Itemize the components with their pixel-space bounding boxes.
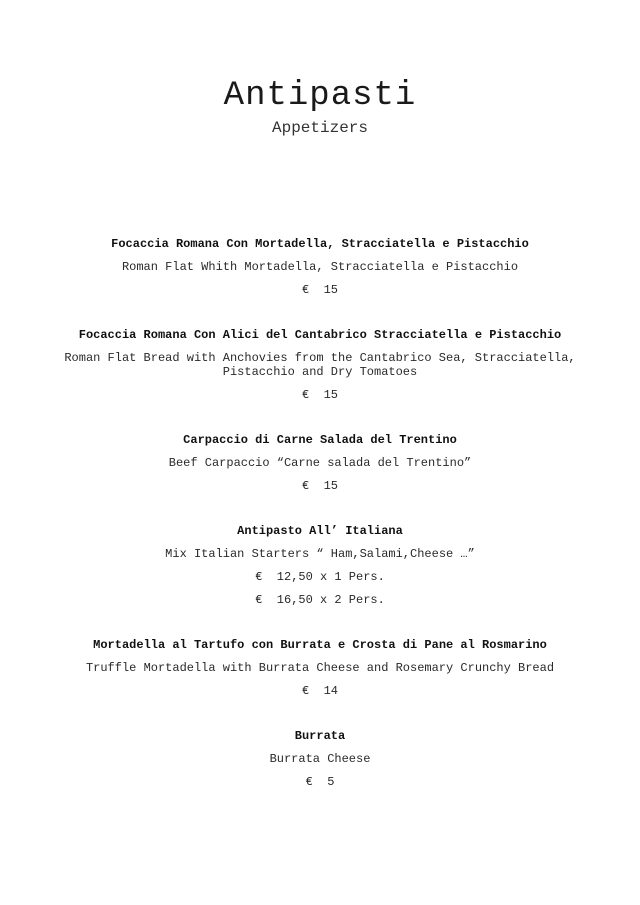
menu-item: [0, 237, 640, 297]
item-price: € 5: [305, 775, 335, 789]
item-price-double: € 16,50 x 2 Pers.: [255, 593, 385, 607]
item-description: Beef Carpaccio “Carne salada del Trentino”: [168, 456, 472, 470]
page-subtitle: Appetizers: [271, 119, 368, 137]
menu-header: [0, 76, 640, 138]
menu-item: [0, 433, 640, 493]
item-description: Roman Flat Bread with Anchovies from the Cantabrico Sea, Stracciatella, Pistacchio and Dry Tomatoes: [64, 351, 576, 379]
page-title: Antipasti: [223, 77, 417, 115]
item-price-single: € 12,50 x 1 Pers.: [255, 570, 385, 584]
item-price: € 14: [301, 684, 338, 698]
menu-item: [0, 729, 640, 789]
item-name: Carpaccio di Carne Salada del Trentino: [183, 433, 457, 447]
item-price: € 15: [301, 283, 338, 297]
item-price: € 15: [301, 388, 338, 402]
item-name: Burrata: [294, 729, 346, 743]
item-description: Roman Flat Whith Mortadella, Stracciatella e Pistacchio: [121, 260, 519, 274]
item-description: Truffle Mortadella with Burrata Cheese and Rosemary Crunchy Bread: [85, 661, 555, 675]
item-name: Antipasto All’ Italiana: [237, 524, 403, 538]
menu-item: [0, 524, 640, 607]
item-price: € 15: [301, 479, 338, 493]
menu-list: [0, 237, 640, 789]
item-name: Focaccia Romana Con Alici del Cantabrico Stracciatella e Pistacchio: [78, 328, 562, 342]
menu-item: [0, 638, 640, 698]
item-name: Focaccia Romana Con Mortadella, Stracciatella e Pistacchio: [111, 237, 529, 251]
menu-item: [0, 328, 640, 402]
item-description: Mix Italian Starters “ Ham,Salami,Cheese …”: [165, 547, 475, 561]
item-description: Burrata Cheese: [269, 752, 371, 766]
item-name: Mortadella al Tartufo con Burrata e Crosta di Pane al Rosmarino: [93, 638, 547, 652]
